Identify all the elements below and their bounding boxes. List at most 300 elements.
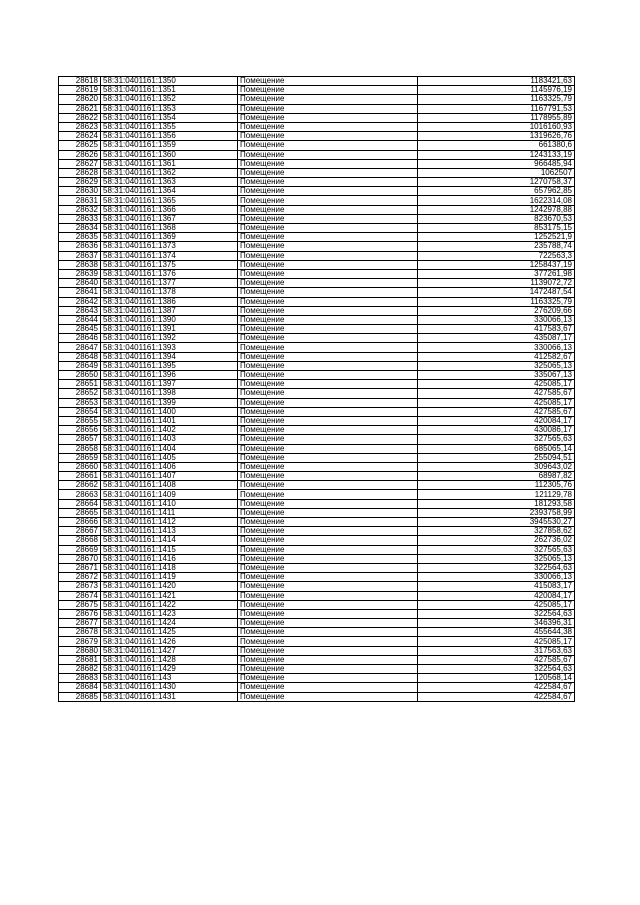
row-number-cell: 28643 [59,306,101,315]
table-row [59,389,575,398]
table-row [59,251,575,260]
row-number-cell: 28631 [59,196,101,205]
cadastral-number-cell: 58:31:0401161:1410 [101,499,238,508]
table-row [59,297,575,306]
row-number-cell: 28678 [59,628,101,637]
cadastral-number-cell: 58:31:0401161:1408 [101,481,238,490]
table-row [59,132,575,141]
table-row [59,104,575,113]
cadastral-number-cell: 58:31:0401161:1415 [101,545,238,554]
cadastral-number-cell: 58:31:0401161:1353 [101,104,238,113]
row-number-cell: 28653 [59,398,101,407]
cadastral-value-cell: 1183421,63 [418,77,575,86]
cadastral-number-cell: 58:31:0401161:1368 [101,224,238,233]
cadastral-value-cell: 330066,13 [418,315,575,324]
table-row [59,288,575,297]
cadastral-value-cell: 823670,53 [418,214,575,223]
row-number-cell: 28679 [59,637,101,646]
cadastral-value-cell: 377261,98 [418,269,575,278]
object-type-cell: Помещение [238,352,418,361]
cadastral-number-cell: 58:31:0401161:1424 [101,619,238,628]
row-number-cell: 28622 [59,113,101,122]
table-row [59,600,575,609]
row-number-cell: 28636 [59,242,101,251]
row-number-cell: 28650 [59,371,101,380]
cadastral-value-cell: 262736,02 [418,536,575,545]
cadastral-number-cell: 58:31:0401161:1377 [101,279,238,288]
cadastral-value-cell: 427585,67 [418,389,575,398]
cadastral-number-cell: 58:31:0401161:1427 [101,646,238,655]
row-number-cell: 28662 [59,481,101,490]
object-type-cell: Помещение [238,472,418,481]
cadastral-number-cell: 58:31:0401161:1366 [101,205,238,214]
cadastral-number-cell: 58:31:0401161:1428 [101,655,238,664]
cadastral-number-cell: 58:31:0401161:1400 [101,407,238,416]
table-row [59,159,575,168]
row-number-cell: 28681 [59,655,101,664]
object-type-cell: Помещение [238,545,418,554]
table-row [59,527,575,536]
row-number-cell: 28652 [59,389,101,398]
row-number-cell: 28633 [59,214,101,223]
table-row [59,113,575,122]
row-number-cell: 28637 [59,251,101,260]
cadastral-number-cell: 58:31:0401161:1403 [101,435,238,444]
row-number-cell: 28655 [59,416,101,425]
cadastral-number-cell: 58:31:0401161:1402 [101,426,238,435]
object-type-cell: Помещение [238,325,418,334]
object-type-cell: Помещение [238,297,418,306]
cadastral-value-cell: 425085,17 [418,380,575,389]
table-row [59,582,575,591]
cadastral-value-cell: 255094,51 [418,453,575,462]
table-row [59,573,575,582]
row-number-cell: 28661 [59,472,101,481]
row-number-cell: 28673 [59,582,101,591]
object-type-cell: Помещение [238,554,418,563]
row-number-cell: 28642 [59,297,101,306]
table-row [59,352,575,361]
row-number-cell: 28625 [59,141,101,150]
cadastral-number-cell: 58:31:0401161:143 [101,674,238,683]
cadastral-value-cell: 121129,78 [418,490,575,499]
row-number-cell: 28629 [59,178,101,187]
row-number-cell: 28659 [59,453,101,462]
row-number-cell: 28618 [59,77,101,86]
cadastral-number-cell: 58:31:0401161:1430 [101,683,238,692]
row-number-cell: 28639 [59,269,101,278]
cadastral-number-cell: 58:31:0401161:1407 [101,472,238,481]
table-row [59,416,575,425]
row-number-cell: 28660 [59,462,101,471]
cadastral-number-cell: 58:31:0401161:1394 [101,352,238,361]
object-type-cell: Помещение [238,637,418,646]
cadastral-value-cell: 330066,13 [418,573,575,582]
cadastral-value-cell: 330066,13 [418,343,575,352]
table-row [59,214,575,223]
cadastral-value-cell: 425085,17 [418,637,575,646]
table-row [59,508,575,517]
table-row [59,554,575,563]
object-type-cell: Помещение [238,343,418,352]
object-type-cell: Помещение [238,416,418,425]
cadastral-number-cell: 58:31:0401161:1360 [101,150,238,159]
row-number-cell: 28654 [59,407,101,416]
cadastral-number-cell: 58:31:0401161:1431 [101,692,238,701]
object-type-cell: Помещение [238,481,418,490]
cadastral-value-cell: 327565,63 [418,545,575,554]
object-type-cell: Помещение [238,646,418,655]
cadastral-number-cell: 58:31:0401161:1396 [101,371,238,380]
row-number-cell: 28645 [59,325,101,334]
cadastral-number-cell: 58:31:0401161:1356 [101,132,238,141]
table-body [59,77,575,702]
cadastral-number-cell: 58:31:0401161:1419 [101,573,238,582]
cadastral-value-cell: 1139072,72 [418,279,575,288]
cadastral-value-cell: 661380,6 [418,141,575,150]
cadastral-value-cell: 427585,67 [418,655,575,664]
row-number-cell: 28680 [59,646,101,655]
table-row [59,380,575,389]
table-row [59,637,575,646]
row-number-cell: 28621 [59,104,101,113]
cadastral-number-cell: 58:31:0401161:1405 [101,453,238,462]
table-row [59,563,575,572]
cadastral-number-cell: 58:31:0401161:1378 [101,288,238,297]
object-type-cell: Помещение [238,361,418,370]
object-type-cell: Помещение [238,159,418,168]
row-number-cell: 28644 [59,315,101,324]
table-row [59,545,575,554]
row-number-cell: 28656 [59,426,101,435]
document-sheet [58,76,575,702]
object-type-cell: Помещение [238,518,418,527]
object-type-cell: Помещение [238,692,418,701]
table-row [59,683,575,692]
cadastral-value-cell: 853175,15 [418,224,575,233]
table-row [59,187,575,196]
cadastral-value-cell: 1167791,53 [418,104,575,113]
cadastral-value-cell: 1243133,19 [418,150,575,159]
object-type-cell: Помещение [238,141,418,150]
object-type-cell: Помещение [238,371,418,380]
object-type-cell: Помещение [238,674,418,683]
table-row [59,655,575,664]
cadastral-value-cell: 685065,14 [418,444,575,453]
cadastral-value-cell: 276209,66 [418,306,575,315]
row-number-cell: 28630 [59,187,101,196]
cadastral-value-cell: 1319626,76 [418,132,575,141]
table-row [59,325,575,334]
row-number-cell: 28632 [59,205,101,214]
cadastral-number-cell: 58:31:0401161:1422 [101,600,238,609]
cadastral-number-cell: 58:31:0401161:1426 [101,637,238,646]
object-type-cell: Помещение [238,233,418,242]
cadastral-number-cell: 58:31:0401161:1369 [101,233,238,242]
cadastral-value-cell: 1062507 [418,168,575,177]
cadastral-value-cell: 346396,31 [418,619,575,628]
cadastral-number-cell: 58:31:0401161:1401 [101,416,238,425]
row-number-cell: 28627 [59,159,101,168]
object-type-cell: Помещение [238,242,418,251]
cadastral-number-cell: 58:31:0401161:1399 [101,398,238,407]
cadastral-value-cell: 120568,14 [418,674,575,683]
table-row [59,95,575,104]
cadastral-number-cell: 58:31:0401161:1365 [101,196,238,205]
cadastral-value-cell: 68987,82 [418,472,575,481]
object-type-cell: Помещение [238,279,418,288]
table-row [59,453,575,462]
cadastral-value-cell: 325065,13 [418,361,575,370]
cadastral-number-cell: 58:31:0401161:1420 [101,582,238,591]
cadastral-number-cell: 58:31:0401161:1397 [101,380,238,389]
table-row [59,269,575,278]
object-type-cell: Помещение [238,168,418,177]
table-row [59,674,575,683]
cadastral-value-cell: 657962,85 [418,187,575,196]
table-row [59,398,575,407]
object-type-cell: Помещение [238,573,418,582]
object-type-cell: Помещение [238,113,418,122]
object-type-cell: Помещение [238,86,418,95]
cadastral-value-cell: 427585,67 [418,407,575,416]
object-type-cell: Помещение [238,665,418,674]
row-number-cell: 28657 [59,435,101,444]
table-row [59,619,575,628]
table-row [59,122,575,131]
cadastral-value-cell: 1163325,79 [418,95,575,104]
table-row [59,435,575,444]
row-number-cell: 28667 [59,527,101,536]
cadastral-value-cell: 455644,38 [418,628,575,637]
cadastral-number-cell: 58:31:0401161:1361 [101,159,238,168]
cadastral-value-cell: 722563,3 [418,251,575,260]
cadastral-number-cell: 58:31:0401161:1362 [101,168,238,177]
object-type-cell: Помещение [238,655,418,664]
table-row [59,499,575,508]
object-type-cell: Помещение [238,628,418,637]
cadastral-number-cell: 58:31:0401161:1398 [101,389,238,398]
cadastral-number-cell: 58:31:0401161:1409 [101,490,238,499]
row-number-cell: 28648 [59,352,101,361]
object-type-cell: Помещение [238,104,418,113]
row-number-cell: 28635 [59,233,101,242]
table-row [59,306,575,315]
row-number-cell: 28649 [59,361,101,370]
cadastral-number-cell: 58:31:0401161:1375 [101,260,238,269]
object-type-cell: Помещение [238,122,418,131]
table-row [59,518,575,527]
object-type-cell: Помещение [238,306,418,315]
object-type-cell: Помещение [238,214,418,223]
cadastral-value-cell: 3945530,27 [418,518,575,527]
object-type-cell: Помещение [238,435,418,444]
object-type-cell: Помещение [238,260,418,269]
object-type-cell: Помещение [238,527,418,536]
row-number-cell: 28647 [59,343,101,352]
cadastral-value-cell: 1242978,88 [418,205,575,214]
cadastral-value-cell: 317563,63 [418,646,575,655]
table-row [59,334,575,343]
cadastral-number-cell: 58:31:0401161:1423 [101,609,238,618]
row-number-cell: 28646 [59,334,101,343]
object-type-cell: Помещение [238,462,418,471]
row-number-cell: 28683 [59,674,101,683]
object-type-cell: Помещение [238,508,418,517]
cadastral-number-cell: 58:31:0401161:1406 [101,462,238,471]
cadastral-number-cell: 58:31:0401161:1350 [101,77,238,86]
cadastral-value-cell: 422584,67 [418,683,575,692]
object-type-cell: Помещение [238,178,418,187]
cadastral-value-cell: 417583,67 [418,325,575,334]
row-number-cell: 28620 [59,95,101,104]
cadastral-number-cell: 58:31:0401161:1355 [101,122,238,131]
cadastral-value-cell: 1622314,08 [418,196,575,205]
row-number-cell: 28623 [59,122,101,131]
cadastral-number-cell: 58:31:0401161:1354 [101,113,238,122]
cadastral-number-cell: 58:31:0401161:1390 [101,315,238,324]
cadastral-number-cell: 58:31:0401161:1387 [101,306,238,315]
object-type-cell: Помещение [238,380,418,389]
cadastral-value-cell: 335067,13 [418,371,575,380]
cadastral-value-cell: 1145976,19 [418,86,575,95]
cadastral-value-cell: 1472487,54 [418,288,575,297]
table-row [59,343,575,352]
table-row [59,196,575,205]
cadastral-number-cell: 58:31:0401161:1364 [101,187,238,196]
cadastral-value-cell: 235788,74 [418,242,575,251]
cadastral-value-cell: 325065,13 [418,554,575,563]
cadastral-number-cell: 58:31:0401161:1425 [101,628,238,637]
object-type-cell: Помещение [238,683,418,692]
row-number-cell: 28634 [59,224,101,233]
table-row [59,646,575,655]
table-row [59,242,575,251]
row-number-cell: 28658 [59,444,101,453]
row-number-cell: 28682 [59,665,101,674]
cadastral-number-cell: 58:31:0401161:1413 [101,527,238,536]
cadastral-value-cell: 322564,63 [418,563,575,572]
table-row [59,536,575,545]
cadastral-value-cell: 1252521,9 [418,233,575,242]
cadastral-number-cell: 58:31:0401161:1363 [101,178,238,187]
cadastral-number-cell: 58:31:0401161:1386 [101,297,238,306]
table-row [59,260,575,269]
table-row [59,609,575,618]
cadastral-value-cell: 422584,67 [418,692,575,701]
row-number-cell: 28668 [59,536,101,545]
cadastral-number-cell: 58:31:0401161:1373 [101,242,238,251]
cadastral-value-cell: 1270758,37 [418,178,575,187]
row-number-cell: 28651 [59,380,101,389]
table-row [59,692,575,701]
object-type-cell: Помещение [238,95,418,104]
object-type-cell: Помещение [238,600,418,609]
table-row [59,150,575,159]
cadastral-number-cell: 58:31:0401161:1374 [101,251,238,260]
cadastral-number-cell: 58:31:0401161:1359 [101,141,238,150]
row-number-cell: 28663 [59,490,101,499]
cadastral-number-cell: 58:31:0401161:1395 [101,361,238,370]
cadastral-value-cell: 1178955,89 [418,113,575,122]
cadastral-value-cell: 327858,62 [418,527,575,536]
row-number-cell: 28641 [59,288,101,297]
cadastral-value-cell: 2393758,99 [418,508,575,517]
cadastral-value-cell: 309643,02 [418,462,575,471]
table-row [59,665,575,674]
row-number-cell: 28665 [59,508,101,517]
table-row [59,77,575,86]
object-type-cell: Помещение [238,315,418,324]
row-number-cell: 28677 [59,619,101,628]
cadastral-value-cell: 112305,76 [418,481,575,490]
cadastral-number-cell: 58:31:0401161:1393 [101,343,238,352]
row-number-cell: 28685 [59,692,101,701]
table-row [59,490,575,499]
row-number-cell: 28619 [59,86,101,95]
cadastral-number-cell: 58:31:0401161:1392 [101,334,238,343]
cadastral-value-cell: 1163325,79 [418,297,575,306]
table-row [59,205,575,214]
cadastral-number-cell: 58:31:0401161:1429 [101,665,238,674]
object-type-cell: Помещение [238,389,418,398]
cadastral-value-cell: 425085,17 [418,600,575,609]
row-number-cell: 28664 [59,499,101,508]
cadastral-value-cell: 322564,63 [418,609,575,618]
row-number-cell: 28666 [59,518,101,527]
cadastral-value-cell: 435087,17 [418,334,575,343]
cadastral-value-cell: 425085,17 [418,398,575,407]
table-row [59,86,575,95]
cadastral-value-cell: 327565,63 [418,435,575,444]
cadastral-number-cell: 58:31:0401161:1404 [101,444,238,453]
object-type-cell: Помещение [238,288,418,297]
cadastral-number-cell: 58:31:0401161:1418 [101,563,238,572]
row-number-cell: 28628 [59,168,101,177]
object-type-cell: Помещение [238,499,418,508]
table-row [59,462,575,471]
cadastral-number-cell: 58:31:0401161:1352 [101,95,238,104]
object-type-cell: Помещение [238,619,418,628]
table-row [59,628,575,637]
object-type-cell: Помещение [238,334,418,343]
table-row [59,224,575,233]
object-type-cell: Помещение [238,536,418,545]
cadastral-number-cell: 58:31:0401161:1412 [101,518,238,527]
cadastral-number-cell: 58:31:0401161:1351 [101,86,238,95]
table-row [59,407,575,416]
object-type-cell: Помещение [238,196,418,205]
cadastral-value-cell: 415083,17 [418,582,575,591]
cadastral-value-cell: 420084,17 [418,416,575,425]
object-type-cell: Помещение [238,132,418,141]
table-row [59,315,575,324]
object-type-cell: Помещение [238,251,418,260]
row-number-cell: 28684 [59,683,101,692]
object-type-cell: Помещение [238,490,418,499]
table-row [59,178,575,187]
table-row [59,141,575,150]
cadastral-number-cell: 58:31:0401161:1391 [101,325,238,334]
object-type-cell: Помещение [238,582,418,591]
cadastral-table [58,76,575,702]
cadastral-number-cell: 58:31:0401161:1411 [101,508,238,517]
cadastral-number-cell: 58:31:0401161:1367 [101,214,238,223]
cadastral-value-cell: 1016160,93 [418,122,575,131]
object-type-cell: Помещение [238,407,418,416]
row-number-cell: 28672 [59,573,101,582]
cadastral-value-cell: 1258437,19 [418,260,575,269]
